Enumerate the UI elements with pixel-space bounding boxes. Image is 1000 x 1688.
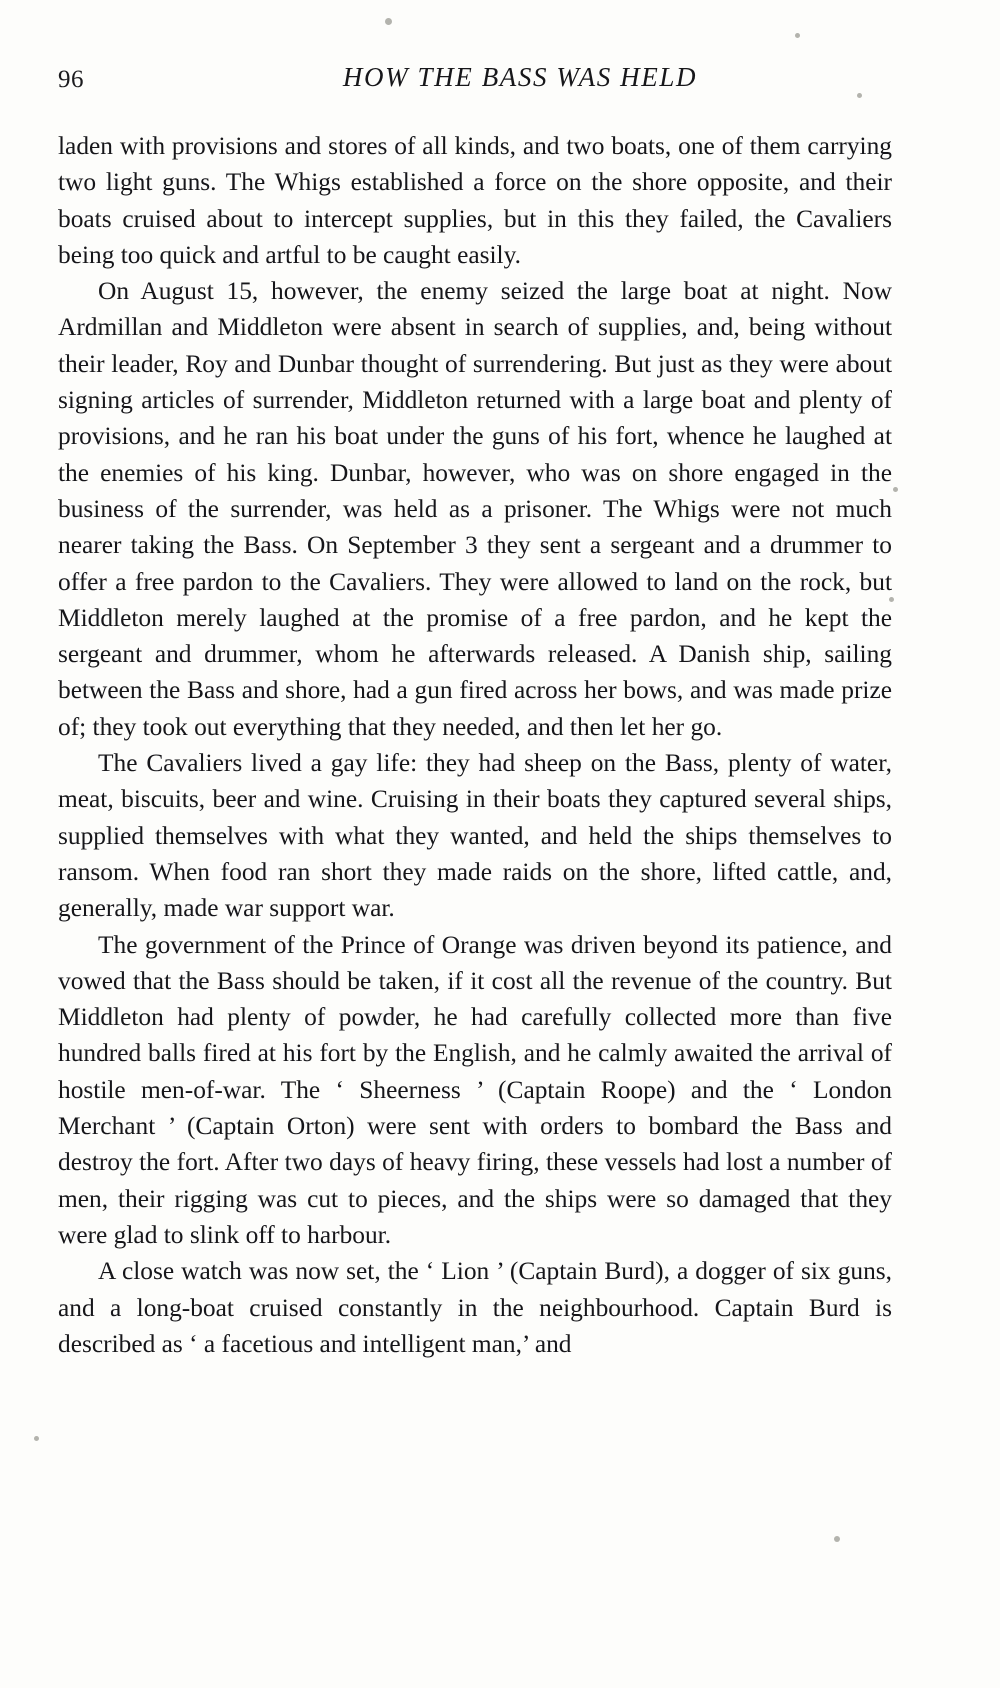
- scan-speck-icon: [857, 93, 862, 98]
- running-head: HOW THE BASS WAS HELD: [342, 62, 698, 92]
- paragraph: laden with provisions and stores of all kinds, and two boats, one of them carrying two light guns. The Whigs established a force on the shore opposite, and their boats cruised about to intercept supplies, but in this they failed, the Cavaliers being too quick and artful to be caught easily.: [58, 132, 892, 269]
- page-body: [58, 128, 892, 1362]
- scan-speck-icon: [893, 487, 898, 492]
- scan-speck-icon: [34, 1436, 39, 1441]
- page-number: 96: [58, 66, 84, 93]
- scan-speck-icon: [795, 33, 800, 38]
- scan-speck-icon: [385, 18, 392, 25]
- scan-speck-icon: [834, 1536, 840, 1542]
- page-header: [58, 62, 942, 102]
- paragraph: A close watch was now set, the ‘ Lion ’ (Captain Burd), a dogger of six guns, and a long-boat cruised constantly in the neighbourhood. Captain Burd is described as ‘ a facetious and intelligent man,’ and: [58, 1257, 892, 1358]
- paragraph: The government of the Prince of Orange was driven beyond its patience, and vowed that the Bass should be taken, if it cost all the revenue of the country. But Middleton had plenty of powder, he had carefully collected more than five hundred balls fired at his fort by the English, and he calmly awaited the arrival of hostile men-of-war. The ‘ Sheerness ’ (Captain Roope) and the ‘ London Merchant ’ (Captain Orton) were sent with orders to bombard the Bass and destroy the fort. After two days of heavy firing, these vessels had lost a number of men, their rigging was cut to pieces, and the ships were so damaged that they were glad to slink off to harbour.: [58, 930, 892, 1249]
- paragraph: The Cavaliers lived a gay life: they had sheep on the Bass, plenty of water, meat, biscuits, beer and wine. Cruising in their boats they captured several ships, supplied themselves with what they wanted, and held the ships themselves to ransom. When food ran short they made raids on the shore, lifted cattle, and, generally, made war support war.: [58, 749, 892, 923]
- scan-speck-icon: [889, 597, 894, 602]
- paragraph: On August 15, however, the enemy seized the large boat at night. Now Ardmillan and Middleton were absent in search of supplies, and, being without their leader, Roy and Dunbar thought of surrendering. But just as they were about signing articles of surrender, Middleton returned with a large boat and plenty of provisions, and he ran his boat under the guns of his fort, whence he laughed at the enemies of his king. Dunbar, however, who was on shore engaged in the business of the surrender, was held as a prisoner. The Whigs were not much nearer taking the Bass. On September 3 they sent a sergeant and a drummer to offer a free pardon to the Cavaliers. They were allowed to land on the rock, but Middleton merely laughed at the promise of a free pardon, and he kept the sergeant and drummer, whom he afterwards released. A Danish ship, sailing between the Bass and shore, had a gun fired across her bows, and was made prize of; they took out everything that they needed, and then let her go.: [58, 277, 892, 741]
